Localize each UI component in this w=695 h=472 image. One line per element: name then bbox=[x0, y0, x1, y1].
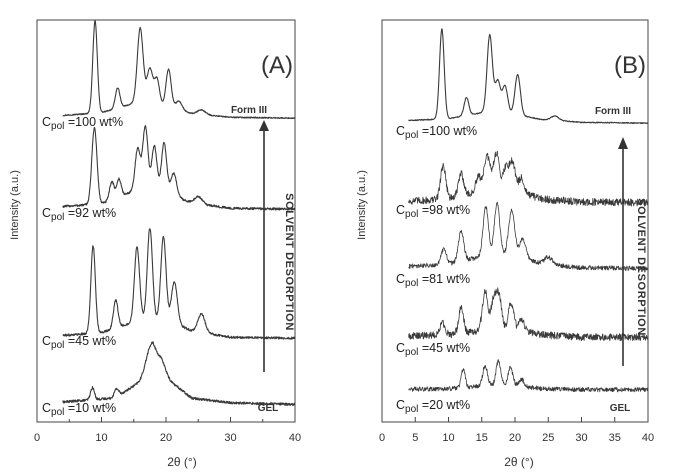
panel-a-form-iii-tag: Form III bbox=[230, 105, 268, 116]
panel-b-series-label-1: $C_{pol} =100$ wt% bbox=[396, 124, 478, 141]
panel-b-xtick-30: 30 bbox=[575, 432, 588, 444]
panel-b-xtick-15: 15 bbox=[475, 432, 488, 444]
panel-b-series-label-4: $C_{pol} =45$ wt% bbox=[396, 341, 471, 358]
panel-b-xtick-40: 40 bbox=[641, 432, 655, 444]
panel-a bbox=[9, 20, 301, 469]
panel-b bbox=[356, 20, 654, 469]
panel-a-xtick-0: 0 bbox=[33, 432, 41, 444]
panel-a-series-label-2: $C_{pol} =92$ wt% bbox=[42, 206, 117, 223]
panel-b-xtick-0: 0 bbox=[378, 432, 386, 444]
panel-b-xtick-10: 10 bbox=[442, 432, 455, 444]
panel-a-arrow-label: SOLVENT DESORPTION bbox=[283, 193, 295, 331]
panel-b-label: (B) bbox=[614, 52, 646, 79]
panel-b-xtick-20: 20 bbox=[508, 432, 522, 444]
panel-a-series-label-3: $C_{pol} =45$ wt% bbox=[42, 334, 117, 351]
panel-a-xtick-30: 30 bbox=[224, 432, 237, 444]
panel-b-form-iii-tag: Form III bbox=[594, 106, 632, 117]
panel-b-series-label-3: $C_{pol} =81$ wt% bbox=[396, 272, 471, 289]
panel-a-xtick-40: 40 bbox=[288, 432, 302, 444]
panel-b-arrow-label: SOLVENT DESORPTION bbox=[635, 198, 647, 336]
panel-b-xtick-5: 5 bbox=[412, 432, 419, 444]
panel-a-xtick-10: 10 bbox=[95, 432, 108, 444]
panel-a-series-label-4: $C_{pol} =10$ wt% bbox=[42, 401, 117, 418]
panel-b-frame bbox=[382, 20, 648, 422]
panel-b-ylabel: Intensity (a.u.) bbox=[356, 170, 368, 240]
panel-a-ylabel: Intensity (a.u.) bbox=[9, 170, 21, 240]
panel-a-label: (A) bbox=[261, 52, 293, 79]
panel-b-series-label-2: $C_{pol} =98$ wt% bbox=[396, 203, 471, 220]
panel-a-gel-tag: GEL bbox=[257, 403, 279, 414]
panel-a-series-label-1: $C_{pol} =100$ wt% bbox=[42, 115, 124, 132]
panel-b-xtick-25: 25 bbox=[542, 432, 555, 444]
panel-b-series-label-5: $C_{pol} =20$ wt% bbox=[396, 398, 471, 415]
panel-a-xtick-20: 20 bbox=[159, 432, 173, 444]
panel-b-gel-tag: GEL bbox=[609, 403, 631, 414]
panel-b-xlabel: 2θ (°) bbox=[504, 455, 534, 469]
panel-b-xtick-35: 35 bbox=[608, 432, 621, 444]
panel-a-xlabel: 2θ (°) bbox=[167, 455, 197, 469]
